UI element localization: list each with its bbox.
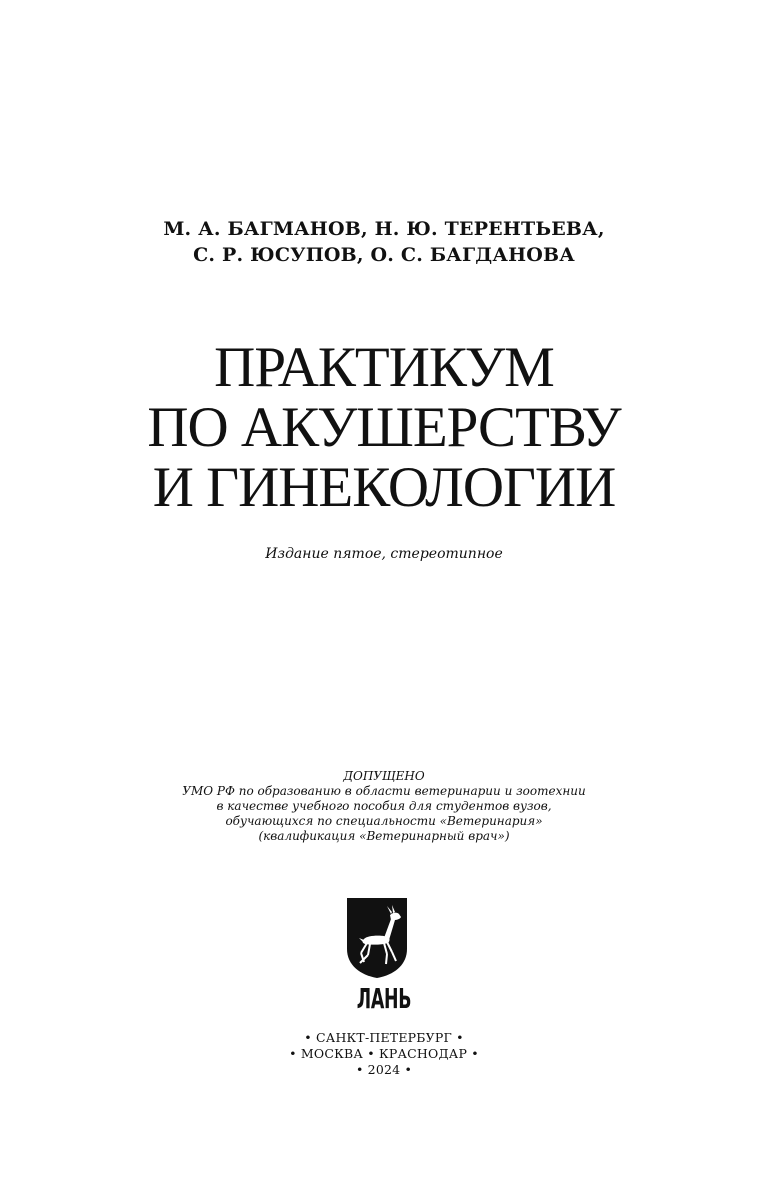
edition-note: Издание пятое, стереотипное [265, 546, 503, 562]
approval-line-4: обучающихся по специальности «Ветеринария» [225, 814, 543, 828]
authors-block [0, 216, 768, 268]
authors-line-2: С. Р. ЮСУПОВ, О. С. БАГДАНОВА [193, 244, 575, 266]
authors-line-1: М. А. БАГМАНОВ, Н. Ю. ТЕРЕНТЬЕВА, [163, 218, 605, 240]
imprint-line-1: • САНКТ-ПЕТЕРБУРГ • [304, 1030, 464, 1045]
approval-line-3: в качестве учебного пособия для студентов вузов, [216, 799, 552, 813]
title-line-2: ПО АКУШЕРСТВУ [147, 396, 621, 459]
imprint-year: • 2024 • [355, 1062, 413, 1077]
doe-deer-shield-icon [346, 897, 408, 979]
imprint-block [0, 1030, 768, 1078]
approval-line-1: ДОПУЩЕНО [343, 769, 425, 783]
approval-line-5: (квалификация «Ветеринарный врач») [258, 829, 510, 843]
approval-line-2: УМО РФ по образованию в области ветеринарии и зоотехнии [182, 784, 586, 798]
imprint-line-2: • МОСКВА • КРАСНОДАР • [289, 1046, 479, 1061]
approval-block [0, 769, 768, 844]
title-line-1: ПРАКТИКУМ [214, 336, 554, 399]
publisher-name: ЛАНЬ [356, 982, 412, 1015]
book-title [0, 338, 768, 518]
title-line-3: И ГИНЕКОЛОГИИ [152, 456, 616, 519]
